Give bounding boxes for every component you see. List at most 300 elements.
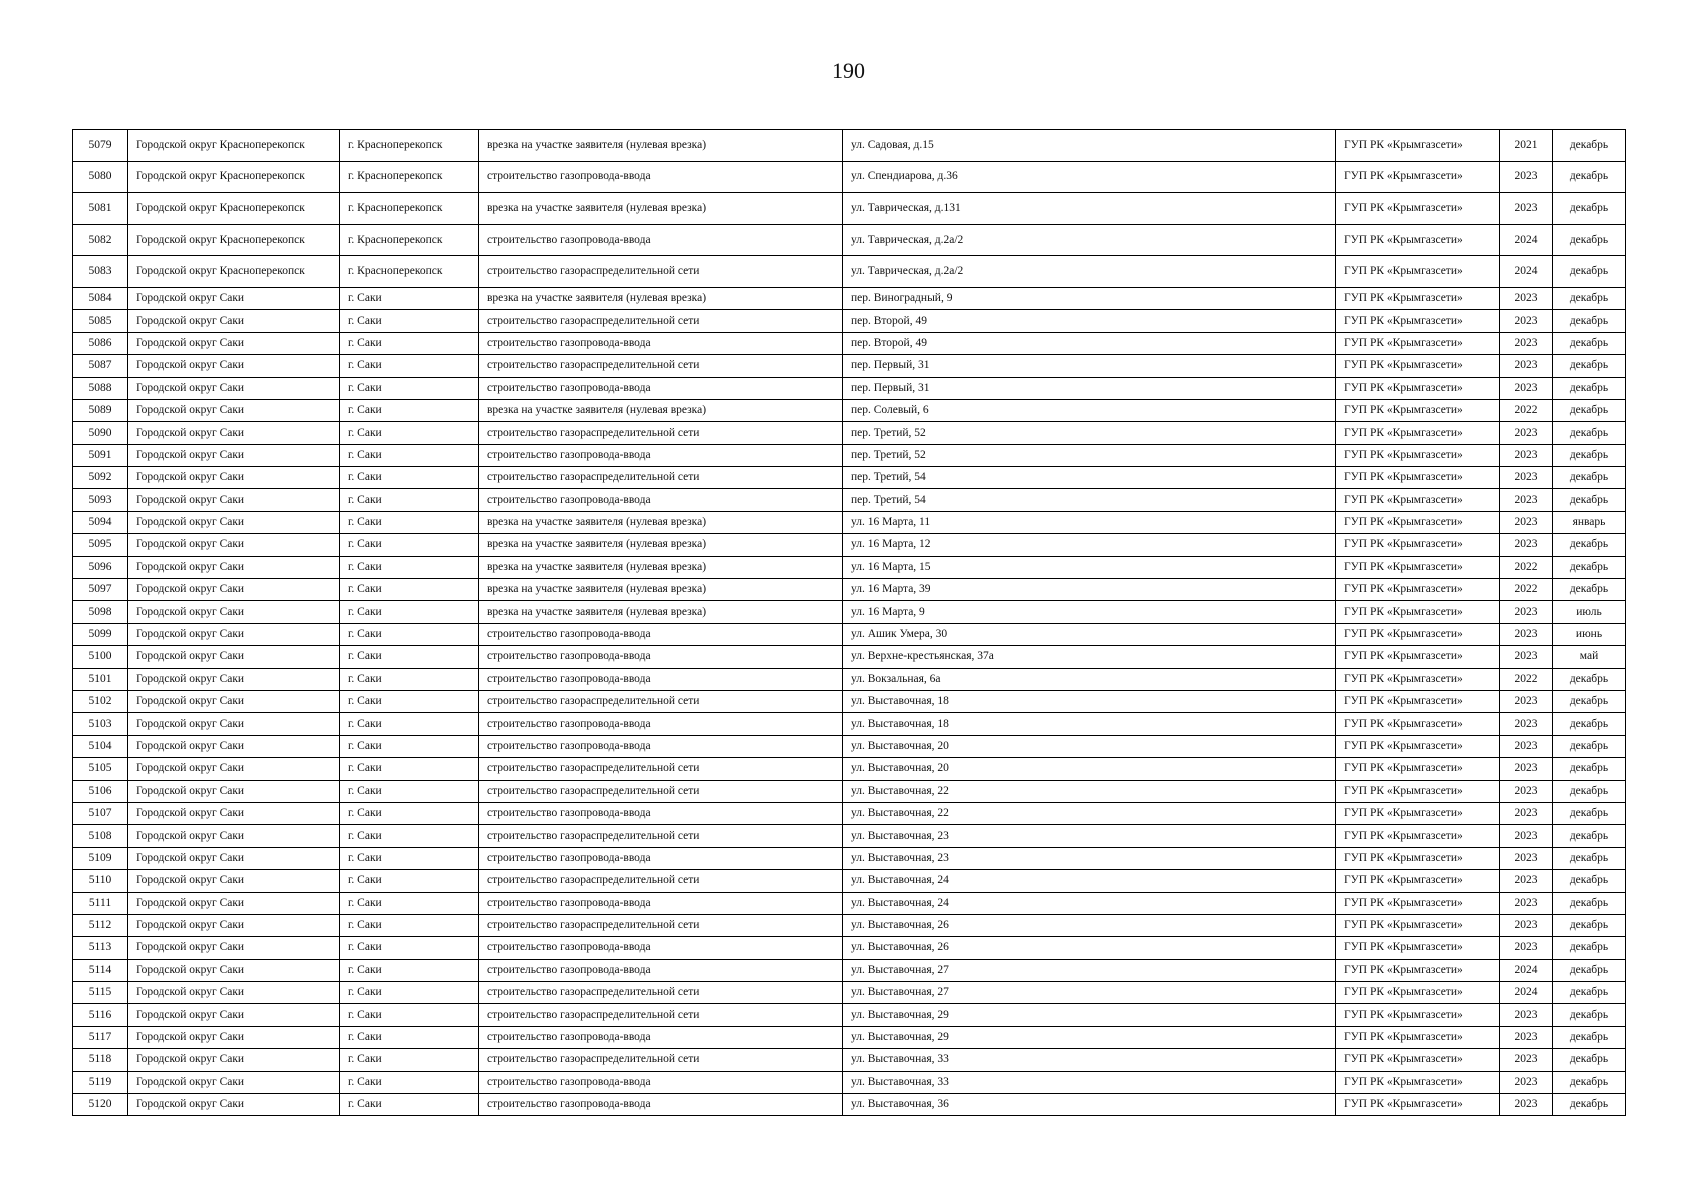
district-cell: Городской округ Саки [128,287,340,309]
month-cell: декабрь [1553,982,1626,1004]
district-cell: Городской округ Саки [128,1049,340,1071]
city-cell: г. Саки [340,892,479,914]
organization-cell: ГУП РК «Крымгазсети» [1336,422,1500,444]
address-cell: ул. Выставочная, 27 [843,959,1336,981]
month-cell: декабрь [1553,287,1626,309]
month-cell: декабрь [1553,735,1626,757]
address-cell: пер. Второй, 49 [843,310,1336,332]
row-number-cell: 5099 [73,623,128,645]
city-cell: г. Саки [340,467,479,489]
organization-cell: ГУП РК «Крымгазсети» [1336,355,1500,377]
district-cell: Городской округ Красноперекопск [128,193,340,225]
row-number-cell: 5081 [73,193,128,225]
row-number-cell: 5096 [73,556,128,578]
district-cell: Городской округ Саки [128,467,340,489]
organization-cell: ГУП РК «Крымгазсети» [1336,1004,1500,1026]
city-cell: г. Саки [340,399,479,421]
year-cell: 2024 [1500,959,1553,981]
district-cell: Городской округ Саки [128,713,340,735]
month-cell: декабрь [1553,556,1626,578]
work-type-cell: строительство газопровода-ввода [479,377,843,399]
work-type-cell: строительство газораспределительной сети [479,355,843,377]
organization-cell: ГУП РК «Крымгазсети» [1336,399,1500,421]
month-cell: июль [1553,601,1626,623]
city-cell: г. Саки [340,1004,479,1026]
address-cell: ул. Выставочная, 33 [843,1049,1336,1071]
work-type-cell: строительство газораспределительной сети [479,914,843,936]
organization-cell: ГУП РК «Крымгазсети» [1336,758,1500,780]
city-cell: г. Саки [340,489,479,511]
address-cell: ул. Выставочная, 22 [843,802,1336,824]
table-row [73,1026,1626,1048]
organization-cell: ГУП РК «Крымгазсети» [1336,937,1500,959]
table-row [73,332,1626,354]
address-cell: ул. Выставочная, 33 [843,1071,1336,1093]
district-cell: Городской округ Саки [128,310,340,332]
month-cell: декабрь [1553,1071,1626,1093]
city-cell: г. Саки [340,556,479,578]
address-cell: пер. Второй, 49 [843,332,1336,354]
row-number-cell: 5094 [73,511,128,533]
city-cell: г. Саки [340,310,479,332]
table-row [73,422,1626,444]
row-number-cell: 5113 [73,937,128,959]
organization-cell: ГУП РК «Крымгазсети» [1336,556,1500,578]
year-cell: 2023 [1500,937,1553,959]
row-number-cell: 5100 [73,646,128,668]
organization-cell: ГУП РК «Крымгазсети» [1336,1049,1500,1071]
address-cell: ул. Вокзальная, 6а [843,668,1336,690]
month-cell: декабрь [1553,802,1626,824]
row-number-cell: 5120 [73,1094,128,1116]
work-type-cell: врезка на участке заявителя (нулевая врезка) [479,511,843,533]
month-cell: декабрь [1553,422,1626,444]
organization-cell: ГУП РК «Крымгазсети» [1336,825,1500,847]
address-cell: ул. 16 Марта, 9 [843,601,1336,623]
row-number-cell: 5098 [73,601,128,623]
work-type-cell: строительство газопровода-ввода [479,892,843,914]
work-type-cell: строительство газопровода-ввода [479,937,843,959]
row-number-cell: 5088 [73,377,128,399]
year-cell: 2023 [1500,511,1553,533]
organization-cell: ГУП РК «Крымгазсети» [1336,713,1500,735]
month-cell: июнь [1553,623,1626,645]
month-cell: январь [1553,511,1626,533]
organization-cell: ГУП РК «Крымгазсети» [1336,914,1500,936]
table-row [73,444,1626,466]
table-row [73,310,1626,332]
work-type-cell: строительство газопровода-ввода [479,847,843,869]
work-type-cell: строительство газопровода-ввода [479,444,843,466]
city-cell: г. Саки [340,511,479,533]
month-cell: декабрь [1553,377,1626,399]
year-cell: 2023 [1500,802,1553,824]
work-type-cell: строительство газопровода-ввода [479,1071,843,1093]
year-cell: 2023 [1500,646,1553,668]
organization-cell: ГУП РК «Крымгазсети» [1336,310,1500,332]
address-cell: ул. Таврическая, д.2а/2 [843,256,1336,288]
organization-cell: ГУП РК «Крымгазсети» [1336,511,1500,533]
table-row [73,914,1626,936]
district-cell: Городской округ Саки [128,646,340,668]
month-cell: декабрь [1553,310,1626,332]
work-type-cell: строительство газопровода-ввода [479,802,843,824]
table-row [73,937,1626,959]
organization-cell: ГУП РК «Крымгазсети» [1336,892,1500,914]
district-cell: Городской округ Саки [128,511,340,533]
month-cell: декабрь [1553,937,1626,959]
address-cell: ул. 16 Марта, 12 [843,534,1336,556]
city-cell: г. Красноперекопск [340,256,479,288]
gasification-registry-table [72,129,1626,1116]
city-cell: г. Саки [340,1049,479,1071]
month-cell: декабрь [1553,399,1626,421]
city-cell: г. Саки [340,422,479,444]
address-cell: ул. Садовая, д.15 [843,130,1336,162]
organization-cell: ГУП РК «Крымгазсети» [1336,287,1500,309]
year-cell: 2023 [1500,355,1553,377]
year-cell: 2023 [1500,534,1553,556]
work-type-cell: строительство газопровода-ввода [479,224,843,256]
month-cell: декабрь [1553,1049,1626,1071]
table-row [73,287,1626,309]
city-cell: г. Саки [340,780,479,802]
district-cell: Городской округ Саки [128,399,340,421]
year-cell: 2023 [1500,193,1553,225]
month-cell: декабрь [1553,870,1626,892]
month-cell: декабрь [1553,959,1626,981]
month-cell: декабрь [1553,1004,1626,1026]
address-cell: ул. Выставочная, 23 [843,847,1336,869]
table-row [73,377,1626,399]
page-number: 190 [832,58,865,83]
address-cell: ул. Ашик Умера, 30 [843,623,1336,645]
address-cell: ул. Выставочная, 29 [843,1026,1336,1048]
work-type-cell: строительство газопровода-ввода [479,1094,843,1116]
month-cell: декабрь [1553,825,1626,847]
address-cell: ул. Выставочная, 24 [843,892,1336,914]
district-cell: Городской округ Саки [128,870,340,892]
month-cell: декабрь [1553,1094,1626,1116]
year-cell: 2023 [1500,735,1553,757]
year-cell: 2023 [1500,422,1553,444]
table-row [73,130,1626,162]
district-cell: Городской округ Саки [128,758,340,780]
work-type-cell: строительство газораспределительной сети [479,758,843,780]
table-row [73,161,1626,193]
month-cell: май [1553,646,1626,668]
organization-cell: ГУП РК «Крымгазсети» [1336,534,1500,556]
district-cell: Городской округ Красноперекопск [128,224,340,256]
row-number-cell: 5097 [73,579,128,601]
organization-cell: ГУП РК «Крымгазсети» [1336,489,1500,511]
organization-cell: ГУП РК «Крымгазсети» [1336,467,1500,489]
district-cell: Городской округ Саки [128,1004,340,1026]
city-cell: г. Саки [340,691,479,713]
month-cell: декабрь [1553,355,1626,377]
city-cell: г. Саки [340,825,479,847]
work-type-cell: строительство газопровода-ввода [479,646,843,668]
table-row [73,735,1626,757]
district-cell: Городской округ Саки [128,914,340,936]
work-type-cell: строительство газопровода-ввода [479,623,843,645]
table-row [73,758,1626,780]
month-cell: декабрь [1553,193,1626,225]
year-cell: 2023 [1500,623,1553,645]
city-cell: г. Саки [340,735,479,757]
table-row [73,1049,1626,1071]
city-cell: г. Красноперекопск [340,130,479,162]
year-cell: 2022 [1500,399,1553,421]
year-cell: 2023 [1500,892,1553,914]
organization-cell: ГУП РК «Крымгазсети» [1336,161,1500,193]
city-cell: г. Саки [340,802,479,824]
organization-cell: ГУП РК «Крымгазсети» [1336,377,1500,399]
district-cell: Городской округ Саки [128,691,340,713]
address-cell: пер. Третий, 54 [843,467,1336,489]
row-number-cell: 5108 [73,825,128,847]
row-number-cell: 5103 [73,713,128,735]
registry-body [73,130,1626,1116]
table-row [73,601,1626,623]
row-number-cell: 5117 [73,1026,128,1048]
year-cell: 2023 [1500,914,1553,936]
district-cell: Городской округ Саки [128,937,340,959]
year-cell: 2023 [1500,161,1553,193]
table-row [73,982,1626,1004]
month-cell: декабрь [1553,758,1626,780]
table-row [73,825,1626,847]
work-type-cell: строительство газораспределительной сети [479,310,843,332]
work-type-cell: врезка на участке заявителя (нулевая врезка) [479,287,843,309]
organization-cell: ГУП РК «Крымгазсети» [1336,780,1500,802]
month-cell: декабрь [1553,161,1626,193]
organization-cell: ГУП РК «Крымгазсети» [1336,691,1500,713]
work-type-cell: врезка на участке заявителя (нулевая врезка) [479,556,843,578]
row-number-cell: 5102 [73,691,128,713]
city-cell: г. Саки [340,1071,479,1093]
work-type-cell: строительство газопровода-ввода [479,489,843,511]
row-number-cell: 5118 [73,1049,128,1071]
year-cell: 2024 [1500,256,1553,288]
month-cell: декабрь [1553,780,1626,802]
address-cell: ул. 16 Марта, 15 [843,556,1336,578]
work-type-cell: врезка на участке заявителя (нулевая врезка) [479,579,843,601]
address-cell: пер. Третий, 52 [843,444,1336,466]
year-cell: 2023 [1500,1094,1553,1116]
city-cell: г. Саки [340,623,479,645]
table-row [73,1071,1626,1093]
month-cell: декабрь [1553,1026,1626,1048]
address-cell: ул. Выставочная, 20 [843,758,1336,780]
row-number-cell: 5086 [73,332,128,354]
organization-cell: ГУП РК «Крымгазсети» [1336,1026,1500,1048]
district-cell: Городской округ Саки [128,601,340,623]
month-cell: декабрь [1553,847,1626,869]
row-number-cell: 5084 [73,287,128,309]
district-cell: Городской округ Саки [128,825,340,847]
address-cell: ул. 16 Марта, 39 [843,579,1336,601]
organization-cell: ГУП РК «Крымгазсети» [1336,668,1500,690]
organization-cell: ГУП РК «Крымгазсети» [1336,332,1500,354]
district-cell: Городской округ Саки [128,332,340,354]
city-cell: г. Саки [340,870,479,892]
organization-cell: ГУП РК «Крымгазсети» [1336,870,1500,892]
table-row [73,534,1626,556]
address-cell: ул. Выставочная, 20 [843,735,1336,757]
address-cell: ул. Таврическая, д.131 [843,193,1336,225]
work-type-cell: врезка на участке заявителя (нулевая врезка) [479,399,843,421]
address-cell: ул. Выставочная, 29 [843,1004,1336,1026]
city-cell: г. Саки [340,982,479,1004]
row-number-cell: 5106 [73,780,128,802]
city-cell: г. Саки [340,713,479,735]
address-cell: пер. Солевый, 6 [843,399,1336,421]
year-cell: 2023 [1500,691,1553,713]
table-row [73,399,1626,421]
row-number-cell: 5093 [73,489,128,511]
city-cell: г. Красноперекопск [340,193,479,225]
table-row [73,579,1626,601]
organization-cell: ГУП РК «Крымгазсети» [1336,646,1500,668]
year-cell: 2021 [1500,130,1553,162]
district-cell: Городской округ Саки [128,422,340,444]
row-number-cell: 5095 [73,534,128,556]
table-row [73,224,1626,256]
row-number-cell: 5116 [73,1004,128,1026]
work-type-cell: строительство газопровода-ввода [479,1026,843,1048]
row-number-cell: 5089 [73,399,128,421]
address-cell: пер. Первый, 31 [843,355,1336,377]
year-cell: 2023 [1500,444,1553,466]
work-type-cell: строительство газораспределительной сети [479,1004,843,1026]
table-row [73,847,1626,869]
month-cell: декабрь [1553,892,1626,914]
year-cell: 2023 [1500,1071,1553,1093]
address-cell: пер. Третий, 52 [843,422,1336,444]
row-number-cell: 5107 [73,802,128,824]
table-row [73,511,1626,533]
district-cell: Городской округ Красноперекопск [128,256,340,288]
row-number-cell: 5109 [73,847,128,869]
table-row [73,646,1626,668]
row-number-cell: 5110 [73,870,128,892]
work-type-cell: строительство газопровода-ввода [479,668,843,690]
year-cell: 2023 [1500,467,1553,489]
district-cell: Городской округ Саки [128,489,340,511]
work-type-cell: строительство газораспределительной сети [479,982,843,1004]
month-cell: декабрь [1553,444,1626,466]
month-cell: декабрь [1553,534,1626,556]
work-type-cell: врезка на участке заявителя (нулевая врезка) [479,534,843,556]
district-cell: Городской округ Красноперекопск [128,130,340,162]
year-cell: 2023 [1500,1026,1553,1048]
organization-cell: ГУП РК «Крымгазсети» [1336,623,1500,645]
city-cell: г. Саки [340,355,479,377]
city-cell: г. Саки [340,1094,479,1116]
work-type-cell: строительство газопровода-ввода [479,332,843,354]
address-cell: ул. Таврическая, д.2а/2 [843,224,1336,256]
table-row [73,1094,1626,1116]
row-number-cell: 5091 [73,444,128,466]
organization-cell: ГУП РК «Крымгазсети» [1336,847,1500,869]
organization-cell: ГУП РК «Крымгазсети» [1336,130,1500,162]
organization-cell: ГУП РК «Крымгазсети» [1336,256,1500,288]
year-cell: 2022 [1500,579,1553,601]
address-cell: ул. Выставочная, 18 [843,691,1336,713]
table-row [73,780,1626,802]
work-type-cell: строительство газораспределительной сети [479,825,843,847]
year-cell: 2023 [1500,1004,1553,1026]
table-row [73,713,1626,735]
month-cell: декабрь [1553,579,1626,601]
district-cell: Городской округ Саки [128,802,340,824]
row-number-cell: 5112 [73,914,128,936]
address-cell: ул. 16 Марта, 11 [843,511,1336,533]
address-cell: пер. Третий, 54 [843,489,1336,511]
district-cell: Городской округ Саки [128,1094,340,1116]
row-number-cell: 5087 [73,355,128,377]
district-cell: Городской округ Саки [128,556,340,578]
month-cell: декабрь [1553,332,1626,354]
address-cell: ул. Спендиарова, д.36 [843,161,1336,193]
work-type-cell: строительство газораспределительной сети [479,870,843,892]
work-type-cell: врезка на участке заявителя (нулевая врезка) [479,130,843,162]
year-cell: 2022 [1500,556,1553,578]
district-cell: Городской округ Саки [128,668,340,690]
row-number-cell: 5080 [73,161,128,193]
row-number-cell: 5082 [73,224,128,256]
address-cell: ул. Выставочная, 26 [843,937,1336,959]
district-cell: Городской округ Саки [128,1071,340,1093]
district-cell: Городской округ Саки [128,1026,340,1048]
table-row [73,556,1626,578]
organization-cell: ГУП РК «Крымгазсети» [1336,224,1500,256]
organization-cell: ГУП РК «Крымгазсети» [1336,735,1500,757]
district-cell: Городской округ Саки [128,355,340,377]
year-cell: 2022 [1500,668,1553,690]
address-cell: ул. Выставочная, 27 [843,982,1336,1004]
year-cell: 2023 [1500,1049,1553,1071]
table-row [73,870,1626,892]
table-row [73,1004,1626,1026]
organization-cell: ГУП РК «Крымгазсети» [1336,601,1500,623]
table-row [73,355,1626,377]
work-type-cell: строительство газопровода-ввода [479,959,843,981]
district-cell: Городской округ Саки [128,377,340,399]
address-cell: ул. Выставочная, 36 [843,1094,1336,1116]
work-type-cell: строительство газораспределительной сети [479,1049,843,1071]
address-cell: пер. Первый, 31 [843,377,1336,399]
month-cell: декабрь [1553,467,1626,489]
row-number-cell: 5114 [73,959,128,981]
year-cell: 2023 [1500,489,1553,511]
district-cell: Городской округ Саки [128,847,340,869]
year-cell: 2023 [1500,601,1553,623]
district-cell: Городской округ Саки [128,623,340,645]
city-cell: г. Красноперекопск [340,161,479,193]
row-number-cell: 5115 [73,982,128,1004]
row-number-cell: 5105 [73,758,128,780]
city-cell: г. Саки [340,914,479,936]
district-cell: Городской округ Саки [128,959,340,981]
district-cell: Городской округ Саки [128,444,340,466]
city-cell: г. Саки [340,1026,479,1048]
year-cell: 2023 [1500,713,1553,735]
work-type-cell: строительство газопровода-ввода [479,161,843,193]
table-row [73,256,1626,288]
city-cell: г. Саки [340,758,479,780]
